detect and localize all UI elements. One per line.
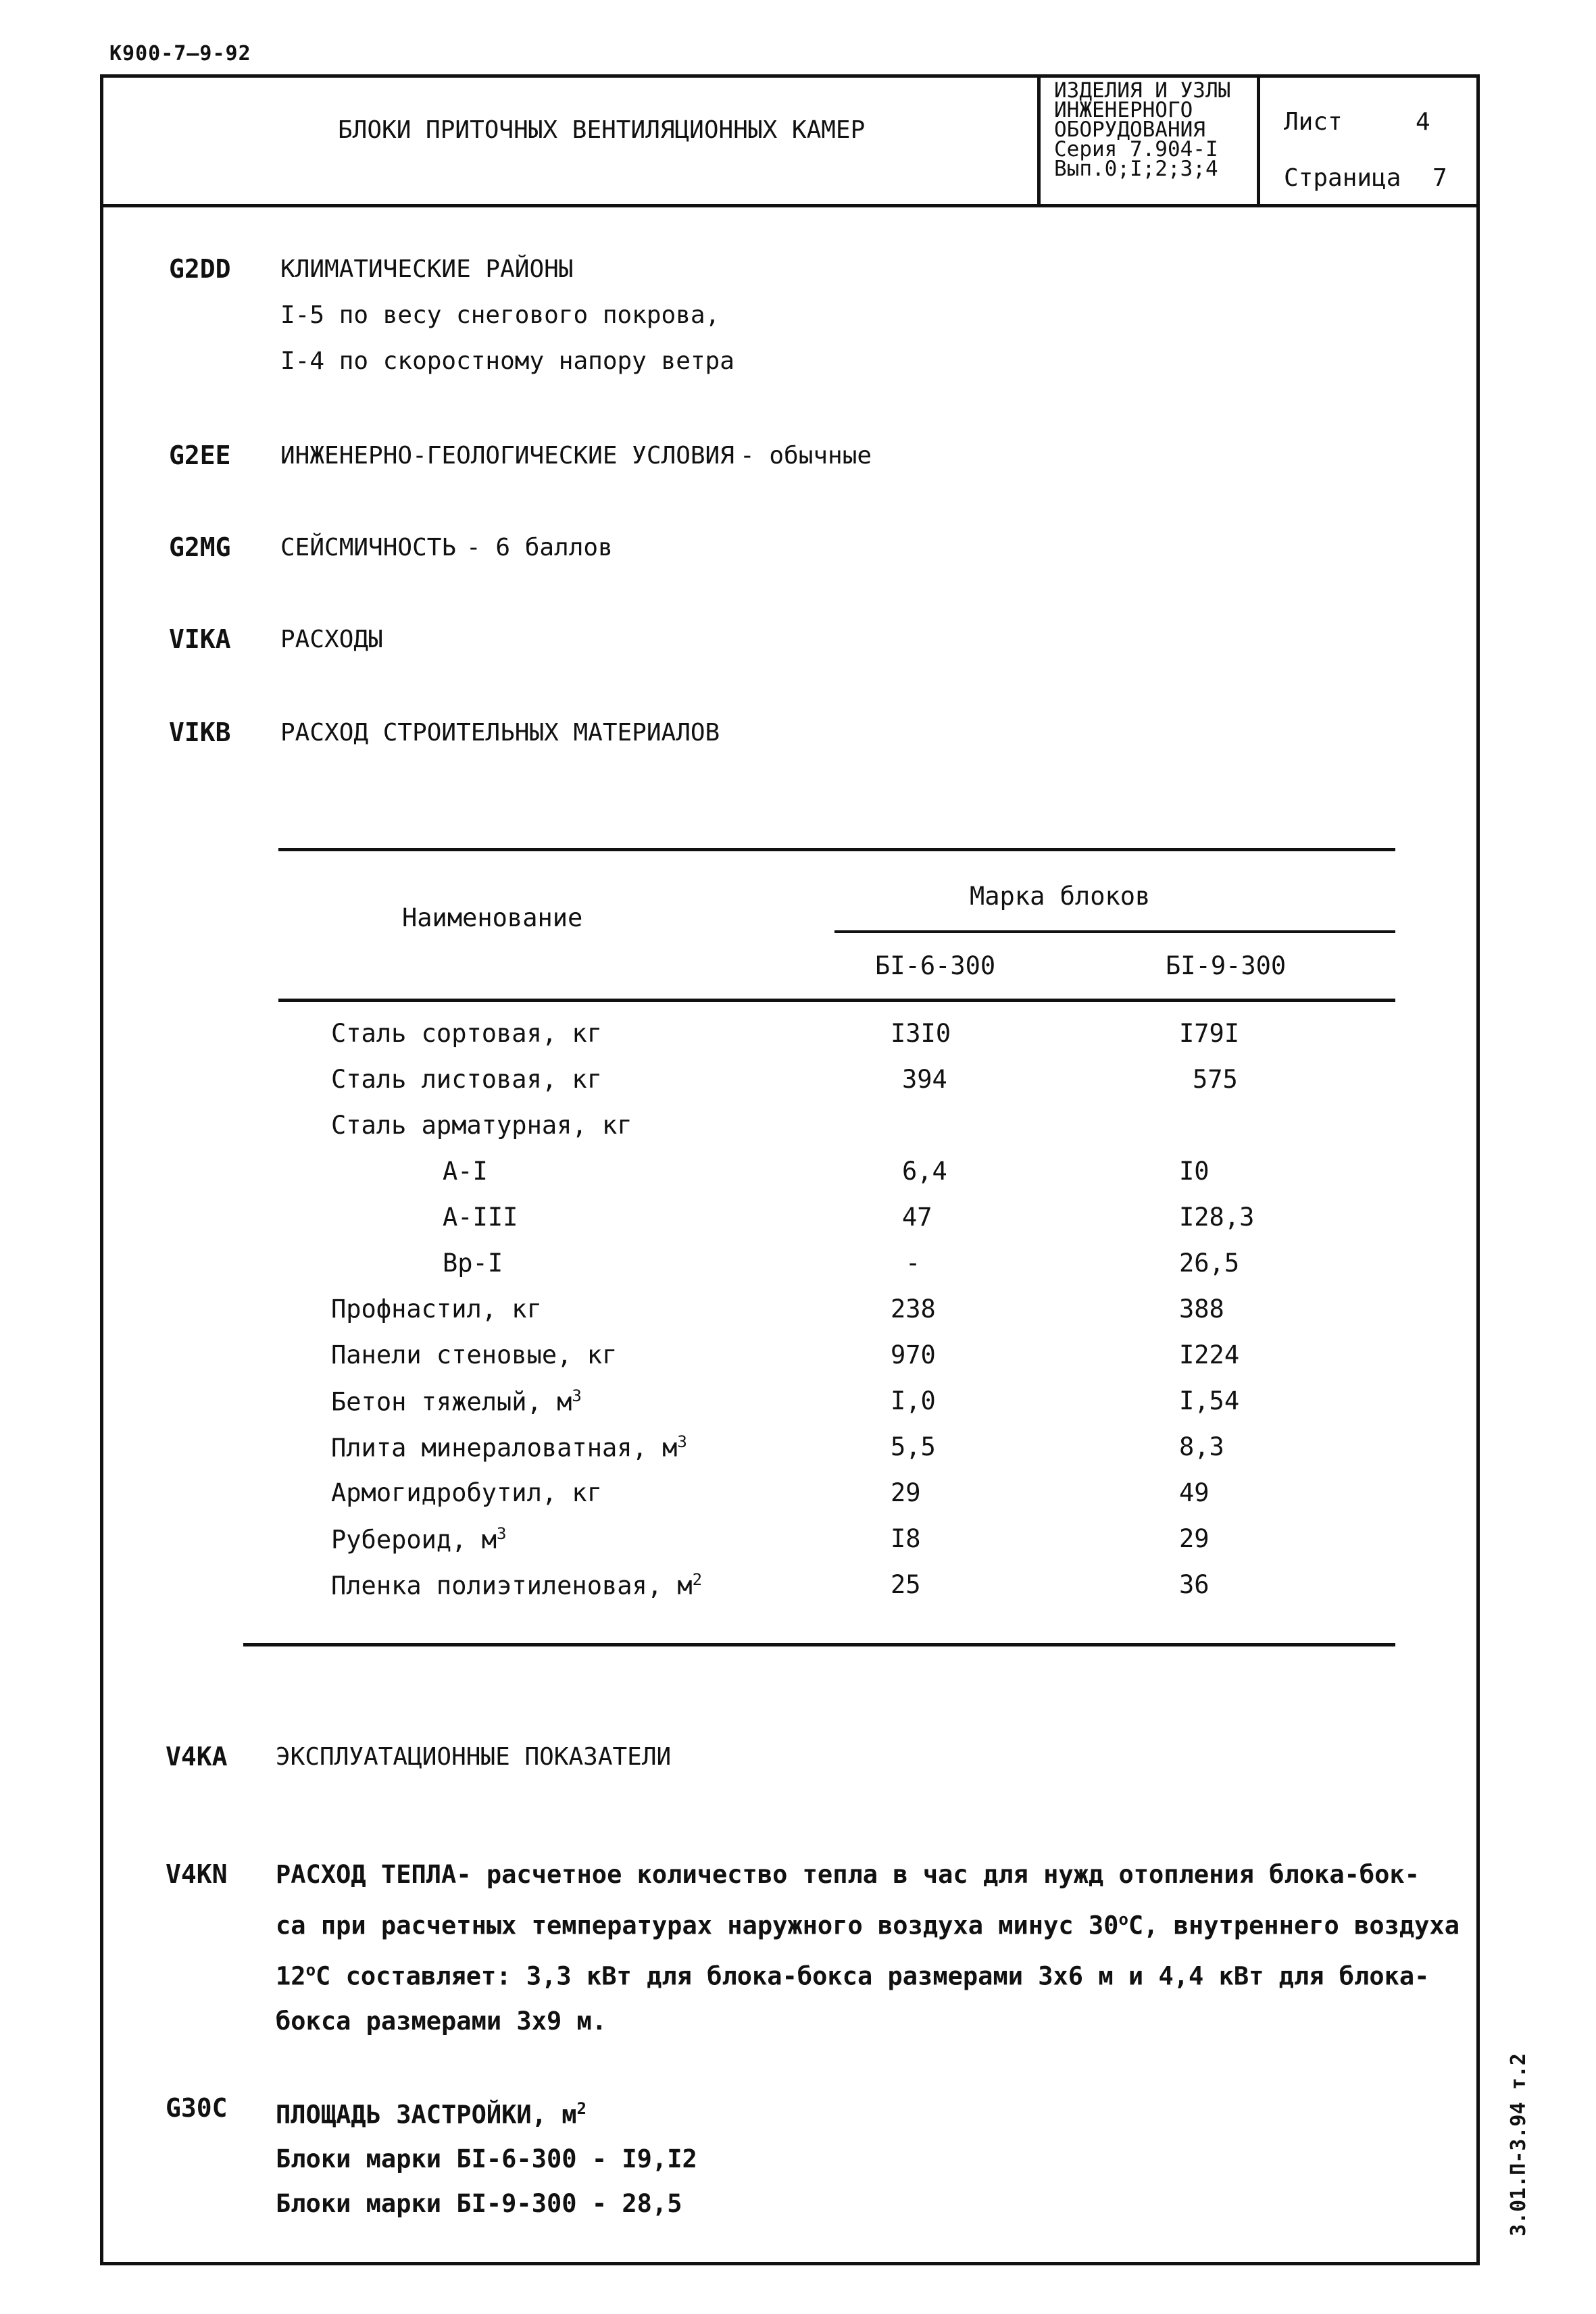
area-row [276,2137,697,2182]
cell-a: I3I0 [891,1019,951,1048]
cell-b: 49 [1179,1478,1210,1507]
unit-exponent: 3 [497,1524,507,1543]
section-code: G30C [166,2093,228,2123]
table-row [0,1019,1596,1053]
paragraph-line: бокса размерами 3х9 м. [276,2006,607,2036]
table-row [0,1432,1596,1466]
table-row [0,1065,1596,1099]
document-code: К900-7—9-92 [109,42,251,66]
table-row [0,1294,1596,1328]
row-name-text: Бетон тяжелый, м [331,1387,572,1417]
row-name-text: Пленка полиэтиленовая, м [331,1571,693,1601]
column-header-a: БI-6-300 [875,951,996,980]
row-name: A-III [443,1203,518,1232]
paragraph-text: С, внутреннего воздуха [1128,1911,1460,1940]
unit-exponent: 2 [576,2099,587,2118]
header-divider [100,204,1480,207]
cell-a: I,0 [891,1386,936,1415]
cell-a: 5,5 [891,1432,936,1461]
cell-b: I,54 [1179,1386,1240,1415]
area-label: Блоки марки БI-9-300 [276,2189,577,2219]
unit-exponent: 2 [692,1570,703,1589]
table-row [0,1570,1596,1604]
section-text: I-4 по скоростному напору ветра [280,347,734,375]
series-line: Серия 7.904-I [1054,137,1218,161]
row-name: Сталь арматурная, кг [331,1111,632,1140]
section-code: G2MG [169,532,231,562]
table-row [0,1386,1596,1420]
paragraph-line [276,2086,697,2137]
page-number: 7 [1432,164,1447,192]
paragraph-text: 12 [276,1961,306,1991]
cell-b: I0 [1179,1157,1210,1186]
area-value: - I9,I2 [591,2144,697,2174]
degree-mark: о [305,1961,316,1980]
series-line: Вып.0;I;2;3;4 [1054,157,1218,181]
table-row [0,1157,1596,1190]
cell-a: 25 [891,1570,921,1599]
table-row [0,1111,1596,1145]
area-value: - 28,5 [591,2189,682,2219]
table-row [0,1478,1596,1512]
area-label: Блоки марки БI-6-300 [276,2144,577,2174]
series-line: ОБОРУДОВАНИЯ [1054,118,1205,142]
section-title: КЛИМАТИЧЕСКИЕ РАЙОНЫ [280,255,574,283]
table-row [0,1524,1596,1558]
area-block [276,2086,697,2226]
page-label: Страница [1284,164,1401,192]
section-title: СЕЙСМИЧНОСТЬ [280,534,457,561]
paragraph-text: са при расчетных температурах наружного воздуха минус 30 [276,1911,1119,1940]
table-row [0,1340,1596,1374]
section-value: - обычные [740,442,872,470]
section-code: G2DD [169,254,231,284]
cell-a: I8 [891,1524,921,1553]
sheet-label: Лист [1284,108,1343,136]
cell-b: 26,5 [1179,1249,1240,1278]
section-value: - 6 баллов [466,534,613,561]
cell-b: 36 [1179,1570,1210,1599]
paragraph-text: С составляет: 3,3 кВт для блока-бокса размерами 3х6 м и 4,4 кВт для блока- [316,1961,1430,1991]
column-header-b: БI-9-300 [1166,951,1287,980]
section-code: VIKB [169,718,231,747]
row-name: Армогидробутил, кг [331,1478,602,1507]
unit-exponent: 3 [677,1432,687,1451]
section-code: VIKA [169,624,231,654]
section-title: ИНЖЕНЕРНО-ГЕОЛОГИЧЕСКИЕ УСЛОВИЯ [280,442,734,470]
header-column-divider [1257,74,1260,206]
cell-b: 29 [1179,1524,1210,1553]
unit: м [562,2100,577,2130]
row-name-text: Плита минераловатная, м [331,1433,678,1463]
section-title: ПЛОЩАДЬ ЗАСТРОЙКИ, [276,2100,547,2130]
table-top-rule [278,848,1395,851]
section-text: I-5 по весу снегового покрова, [280,301,720,329]
paragraph-line [276,1897,1460,1948]
paragraph-text: - расчетное количество тепла в час для нужд отопления блока-бок- [456,1860,1420,1889]
cell-b: I224 [1179,1340,1240,1369]
heat-paragraph [276,1853,1460,2044]
table-row [0,1203,1596,1236]
cell-a: 970 [891,1340,936,1369]
unit-exponent: 3 [572,1386,582,1405]
cell-a: 6,4 [902,1157,947,1186]
cell-a: 394 [902,1065,947,1094]
cell-b: 575 [1193,1065,1238,1094]
cell-a: 238 [891,1294,936,1324]
row-name: A-I [443,1157,488,1186]
row-name: Сталь сортовая, кг [331,1019,602,1048]
row-name: Панели стеновые, кг [331,1340,618,1369]
section-title: РАСХОДЫ [280,626,383,653]
sheet-number: 4 [1416,108,1430,136]
paragraph-line [276,1948,1460,1998]
area-row [276,2182,697,2226]
row-name [331,1432,687,1462]
row-name: Bp-I [443,1249,503,1278]
page-title: БЛОКИ ПРИТОЧНЫХ ВЕНТИЛЯЦИОННЫХ КАМЕР [338,116,866,144]
row-name: Профнастил, кг [331,1294,542,1324]
cell-b: 388 [1179,1294,1224,1324]
row-name-text: Рубероид, м [331,1525,497,1555]
row-name [331,1570,702,1600]
section-title: РАСХОД ТЕПЛА [276,1860,457,1889]
column-group-rule [834,930,1395,933]
header-column-divider [1037,74,1041,206]
section-title: ЭКСПЛУАТАЦИОННЫЕ ПОКАЗАТЕЛИ [276,1743,672,1771]
side-stamp: 3.01.П-3.94 т.2 [1507,2053,1530,2236]
section-title: РАСХОД СТРОИТЕЛЬНЫХ МАТЕРИАЛОВ [280,719,720,747]
cell-a: 29 [891,1478,921,1507]
series-line: ИЗДЕЛИЯ И УЗЛЫ [1054,78,1231,103]
cell-a: - [905,1249,921,1278]
paragraph-line [276,1853,1460,1897]
table-header-rule [278,999,1395,1002]
row-name: Сталь листовая, кг [331,1065,602,1094]
series-line: ИНЖЕНЕРНОГО [1054,98,1193,122]
row-name [331,1524,507,1554]
table-row [0,1249,1596,1282]
column-header-group: Марка блоков [970,882,1151,911]
section-code: V4KA [166,1742,228,1771]
cell-a: 47 [902,1203,932,1232]
cell-b: I79I [1179,1019,1240,1048]
row-name [331,1386,582,1416]
section-code: G2EE [169,441,231,470]
series-block [1054,78,1231,181]
section-code: V4KN [166,1859,228,1889]
column-header-name: Наименование [402,903,583,932]
cell-b: I28,3 [1179,1203,1255,1232]
table-bottom-rule [243,1643,1395,1646]
cell-b: 8,3 [1179,1432,1224,1461]
degree-mark: о [1118,1910,1128,1929]
